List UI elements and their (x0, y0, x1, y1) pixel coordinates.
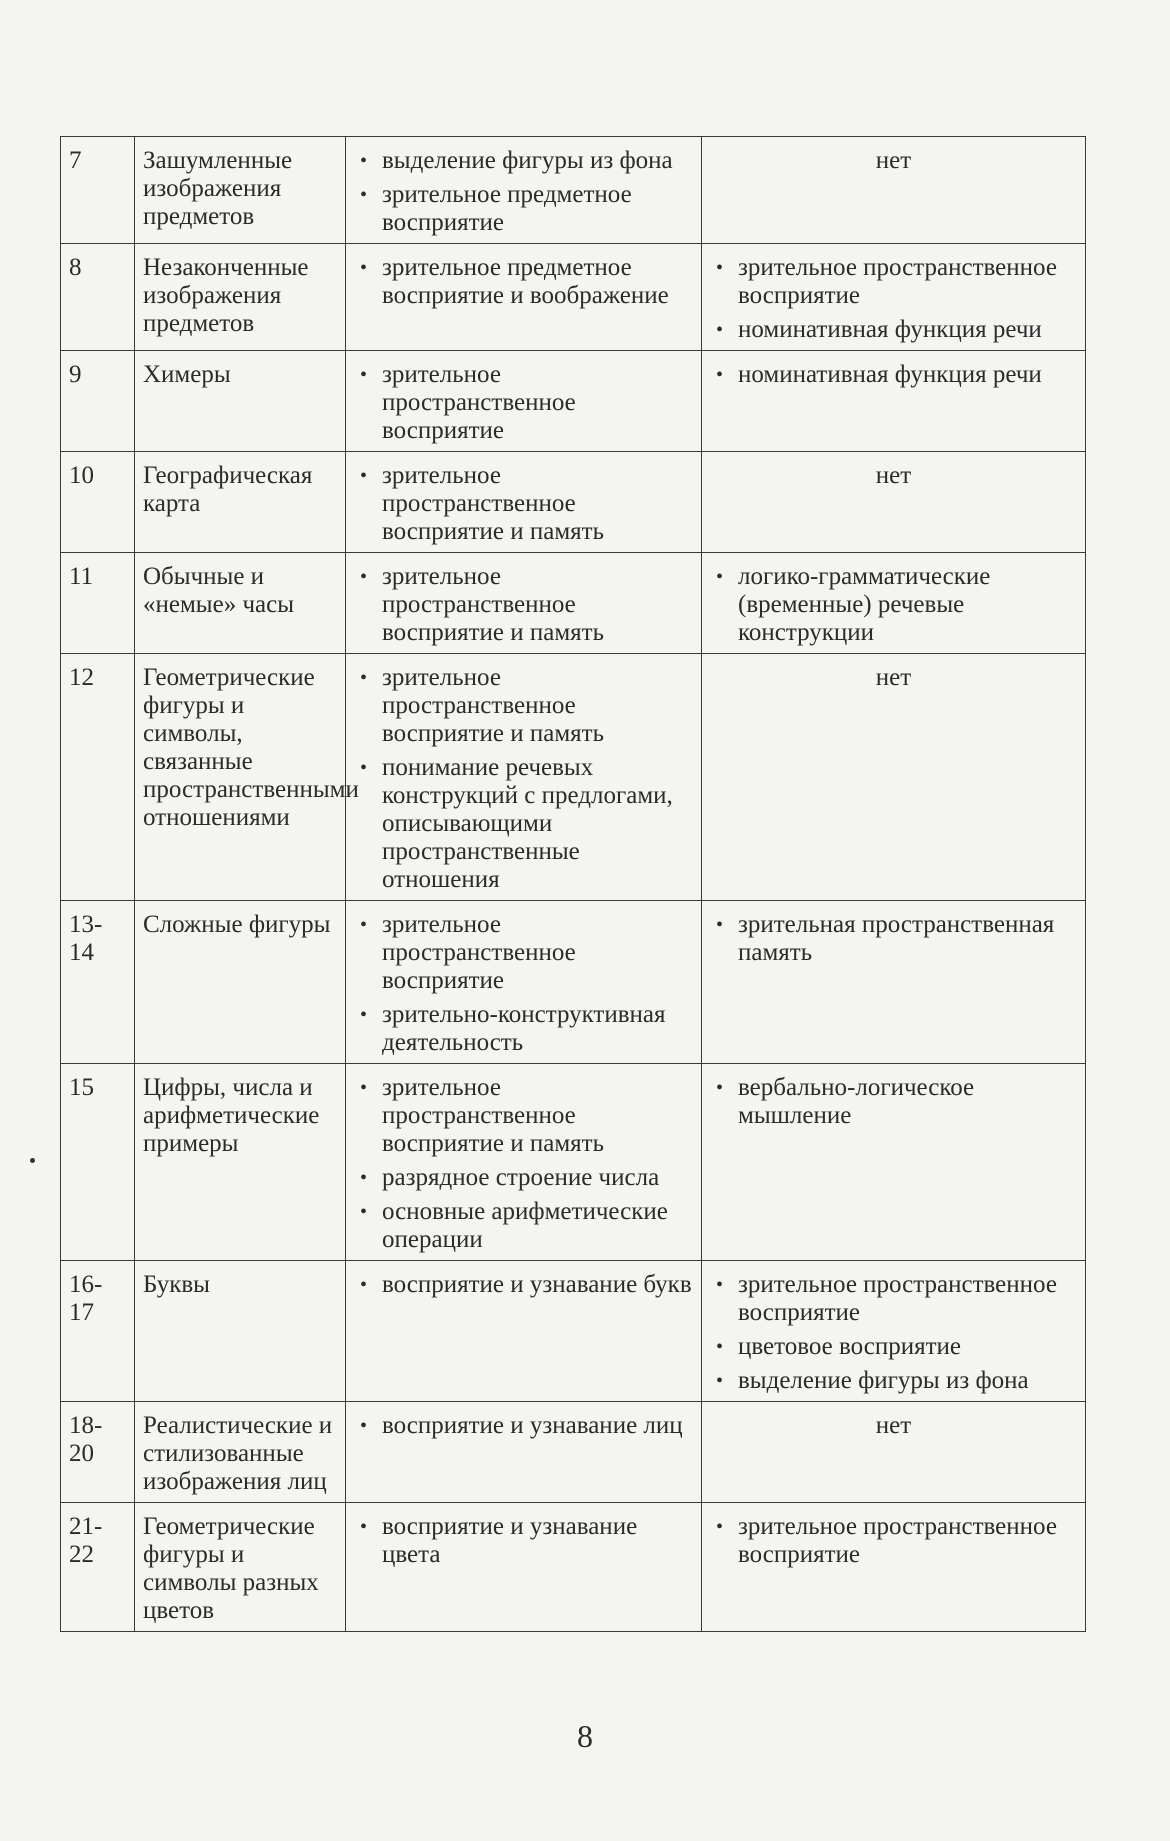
additional-functions-cell (702, 351, 1086, 452)
none-label: нет (875, 147, 912, 174)
main-functions-cell (346, 137, 702, 244)
additional-function-item: • выделение фигуры из фона (710, 1367, 1077, 1395)
none-label: нет (875, 1412, 912, 1439)
table-body (61, 137, 1086, 1632)
additional-function-item: • номинативная функция речи (710, 361, 1077, 389)
stimulus-material: Реалистические и стилизованные изображения лиц (135, 1402, 346, 1503)
main-functions-list (354, 911, 693, 1057)
table-row (61, 1503, 1086, 1632)
main-function-item: • понимание речевых конструкций с предлогами, описывающими пространственные отношения (354, 754, 693, 894)
main-functions-list (354, 1412, 693, 1440)
additional-functions-cell (702, 1503, 1086, 1632)
main-functions-cell (346, 654, 702, 901)
main-function-item: • зрительное пространственное восприятие и память (354, 664, 693, 748)
table-row (61, 137, 1086, 244)
additional-function-item: • вербально-логическое мышление (710, 1074, 1077, 1130)
table-row (61, 1261, 1086, 1402)
main-function-item: • зрительное предметное восприятие и воображение (354, 254, 693, 310)
additional-functions-cell (702, 901, 1086, 1064)
page-number: 8 (577, 1718, 593, 1754)
main-function-item: • зрительное пространственное восприятие и память (354, 462, 693, 546)
additional-functions-cell (702, 137, 1086, 244)
additional-functions-list (710, 1271, 1077, 1395)
table-row (61, 901, 1086, 1064)
additional-functions-cell (702, 1402, 1086, 1503)
main-functions-cell (346, 553, 702, 654)
none-label: нет (875, 462, 912, 489)
additional-functions-list (710, 361, 1077, 389)
main-functions-cell (346, 452, 702, 553)
main-functions-cell (346, 244, 702, 351)
row-number: 8 (61, 244, 135, 351)
additional-function-item: • зрительное пространственное восприятие (710, 1271, 1077, 1327)
print-speck (30, 1158, 35, 1163)
main-functions-cell (346, 1402, 702, 1503)
main-functions-cell (346, 1503, 702, 1632)
stimulus-material: Химеры (135, 351, 346, 452)
main-functions-list (354, 563, 693, 647)
additional-function-item: • цветовое восприятие (710, 1333, 1077, 1361)
main-functions-list (354, 361, 693, 445)
stimulus-material: Геометрические фигуры и символы разных цветов (135, 1503, 346, 1632)
row-number: 21-22 (61, 1503, 135, 1632)
table-row (61, 1064, 1086, 1261)
additional-function-item: • зрительное пространственное восприятие (710, 1513, 1077, 1569)
stimulus-material: Обычные и «немые» часы (135, 553, 346, 654)
main-function-item: • выделение фигуры из фона (354, 147, 693, 175)
additional-functions-list (710, 1074, 1077, 1130)
table-row (61, 351, 1086, 452)
main-functions-list (354, 1271, 693, 1299)
stimulus-material: Зашумленные изображения предметов (135, 137, 346, 244)
row-number: 13-14 (61, 901, 135, 1064)
additional-functions-cell (702, 1064, 1086, 1261)
row-number: 10 (61, 452, 135, 553)
additional-function-item: • логико-грамматические (временные) речевые конструкции (710, 563, 1077, 647)
main-functions-cell (346, 1064, 702, 1261)
main-function-item: • зрительное пространственное восприятие (354, 361, 693, 445)
main-function-item: • восприятие и узнавание лиц (354, 1412, 693, 1440)
main-function-item: • зрительно-конструктивная деятельность (354, 1001, 693, 1057)
table-row (61, 452, 1086, 553)
main-function-item: • разрядное строение числа (354, 1164, 693, 1192)
additional-function-item: • номинативная функция речи (710, 316, 1077, 344)
functions-table (60, 136, 1086, 1632)
stimulus-material: Геометрические фигуры и символы, связанные пространственными отношениями (135, 654, 346, 901)
additional-functions-cell (702, 553, 1086, 654)
main-function-item: • зрительное предметное восприятие (354, 181, 693, 237)
row-number: 15 (61, 1064, 135, 1261)
table-row (61, 553, 1086, 654)
table-row (61, 1402, 1086, 1503)
additional-functions-cell (702, 1261, 1086, 1402)
stimulus-material: Географическая карта (135, 452, 346, 553)
main-functions-list (354, 147, 693, 237)
none-label: нет (875, 664, 912, 691)
main-functions-list (354, 254, 693, 310)
main-functions-cell (346, 351, 702, 452)
main-functions-list (354, 1074, 693, 1254)
additional-functions-cell (702, 654, 1086, 901)
main-function-item: • зрительное пространственное восприятие и память (354, 1074, 693, 1158)
row-number: 18-20 (61, 1402, 135, 1503)
additional-functions-list (710, 563, 1077, 647)
additional-function-item: • зрительная пространственная память (710, 911, 1077, 967)
stimulus-material: Буквы (135, 1261, 346, 1402)
additional-functions-cell (702, 244, 1086, 351)
main-functions-list (354, 1513, 693, 1569)
main-function-item: • зрительное пространственное восприятие и память (354, 563, 693, 647)
main-functions-list (354, 664, 693, 894)
main-function-item: • восприятие и узнавание букв (354, 1271, 693, 1299)
row-number: 12 (61, 654, 135, 901)
stimulus-material: Незаконченные изображения предметов (135, 244, 346, 351)
stimulus-material: Сложные фигуры (135, 901, 346, 1064)
row-number: 9 (61, 351, 135, 452)
table-row (61, 654, 1086, 901)
stimulus-material: Цифры, числа и арифметические примеры (135, 1064, 346, 1261)
main-functions-list (354, 462, 693, 546)
additional-functions-cell (702, 452, 1086, 553)
additional-functions-list (710, 1513, 1077, 1569)
table-row (61, 244, 1086, 351)
main-functions-cell (346, 1261, 702, 1402)
main-function-item: • восприятие и узнавание цвета (354, 1513, 693, 1569)
row-number: 16-17 (61, 1261, 135, 1402)
additional-functions-list (710, 911, 1077, 967)
row-number: 11 (61, 553, 135, 654)
main-function-item: • зрительное пространственное восприятие (354, 911, 693, 995)
main-functions-cell (346, 901, 702, 1064)
row-number: 7 (61, 137, 135, 244)
main-function-item: • основные арифметические операции (354, 1198, 693, 1254)
additional-function-item: • зрительное пространственное восприятие (710, 254, 1077, 310)
additional-functions-list (710, 254, 1077, 344)
